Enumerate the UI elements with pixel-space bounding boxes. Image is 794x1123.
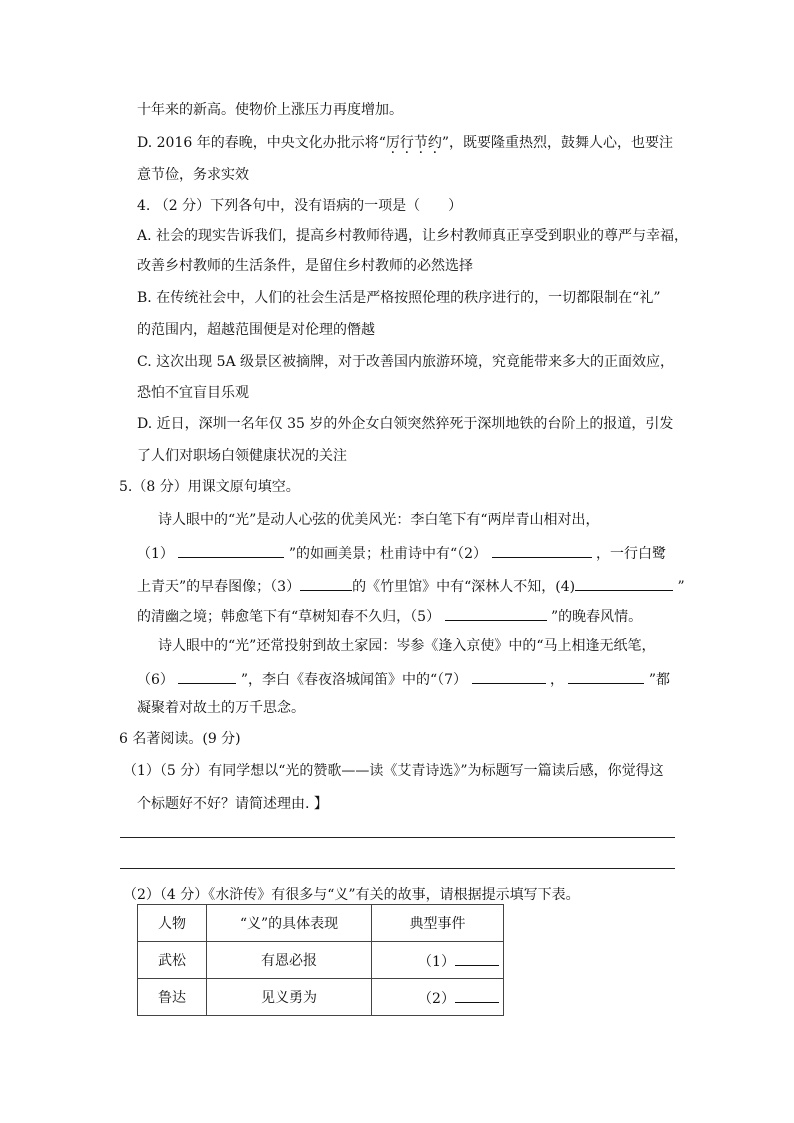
q4-option-c-line2: 恐怕不宜盲目乐观 [137,385,249,401]
table-blank-1[interactable] [455,950,499,966]
q5-p1-line3-start: 上青天”的早春图像；（3） [137,579,301,595]
q4-option-d-line2: 了人们对职场白领健康状况的关注 [137,448,347,464]
answer-line-2[interactable] [120,868,675,869]
q5-p2-line2-comma: ， [549,672,564,688]
q4-stem: 4. （2 分）下列各句中，没有语病的一项是（ ） [137,198,463,214]
q4-option-b-line2: 的范围内，超越范围便是对伦理的僭越 [137,322,375,338]
q6-sub1-line2: 个标题好不好？请简述理由. 】 [137,796,328,812]
table-row [138,979,504,1016]
q3-option-d-text-1: D. 2016 年的春晚，中央文化办批示将“ [137,135,386,151]
cell-expression: 有恩必报 [207,942,372,979]
blank-label-6: （6） [137,672,174,688]
q6-sub2-stem: （2）（4 分）《水浒传》有很多与“义”有关的故事，请根据提示填写下表。 [123,887,580,903]
shuihu-table [137,904,504,1016]
q6-sub1-line1: （1）（5 分）有同学想以“光的赞歌——读《艾青诗选》”为标题写一篇读后感，你觉得这 [123,763,664,779]
q6-stem: 6 名著阅读。(9 分) [119,731,241,747]
event-label: （2） [418,990,455,1007]
blank-4[interactable] [575,575,673,591]
q4-option-a-line1: A. 社会的现实告诉我们，提高乡村教师待遇，让乡村教师真正享受到职业的尊严与幸福， [137,228,689,244]
blank-label-1: （1） [137,546,174,562]
table-row [138,942,504,979]
q3-option-d [137,133,673,153]
q5-p1-line3-mid: 的《竹里馆》中有“深林人不知，(4) [352,579,576,595]
cell-person: 鲁达 [138,979,207,1016]
emphasis-char-1: 厉 [385,135,400,151]
q5-p1-line3-end: ” [677,579,685,595]
header-event: 典型事件 [372,905,504,942]
q5-p2-line1: 诗人眼中的“光”还常投射到故土家园：岑参《逢入京使》中的“马上相逢无纸笔， [158,638,656,654]
q4-option-a-line2: 改善乡村教师的生活条件，是留住乡村教师的必然选择 [137,258,473,274]
q4-option-c-line1: C. 这次出现 5A 级景区被摘牌，对于改善国内旅游环境，究竟能带来多大的正面效应， [137,354,675,370]
q5-p1-line4 [137,605,642,627]
blank-7b[interactable] [568,668,644,684]
q5-p2-line3: 凝聚着对故土的万千思念。 [137,700,305,716]
blank-7a[interactable] [472,668,546,684]
emphasis-char-4: 约 [427,135,442,151]
q3-option-d-line2: 意节俭，务求实效 [137,167,249,183]
q5-p1-line2-mid: ”的如画美景；杜甫诗中有“（2） [288,546,488,562]
q5-p1-line2-end: ，一行白鹭 [595,546,666,562]
q5-p1-line2 [137,542,666,564]
cell-event [372,942,504,979]
blank-6[interactable] [178,668,236,684]
q5-p1-line3 [137,575,685,597]
q4-option-d-line1: D. 近日，深圳一名年仅 35 岁的外企女白领突然猝死于深圳地铁的台阶上的报道，引发 [137,416,674,432]
q5-p2-line2 [137,668,670,690]
table-blank-2[interactable] [455,987,499,1003]
blank-5[interactable] [445,605,547,621]
event-label: （1） [418,953,455,970]
cell-expression: 见义勇为 [207,979,372,1016]
blank-2[interactable] [492,542,592,558]
cell-person: 武松 [138,942,207,979]
blank-3[interactable] [300,575,352,591]
q5-p2-line2-mid: ”，李白《春夜洛城闻笛》中的“（7） [240,672,468,688]
header-expression: “义”的具体表现 [207,905,372,942]
cell-event [372,979,504,1016]
header-person: 人物 [138,905,207,942]
q5-p1-line4-start: 的清幽之境；韩愈笔下有“草树知春不久归，（5） [137,609,441,625]
q3-continuation-text: 十年来的新高。使物价上涨压力再度增加。 [137,102,403,118]
answer-line-1[interactable] [120,837,675,838]
emphasis-char-3: 节 [413,135,428,151]
q3-option-d-text-2: ”，既要隆重热烈，鼓舞人心，也要注 [441,135,674,151]
emphasis-char-2: 行 [399,135,414,151]
q5-stem: 5.（8 分）用课文原句填空。 [119,479,300,495]
q5-p1-line4-end: ”的晚春风情。 [550,609,643,625]
table-header-row [138,905,504,942]
q5-p1-line1: 诗人眼中的“光”是动人心弦的优美风光：李白笔下有“两岸青山相对出， [158,512,600,528]
blank-1[interactable] [178,542,284,558]
q5-p2-line2-end: ”都 [648,672,671,688]
q4-option-b-line1: B. 在传统社会中，人们的社会生活是严格按照伦理的秩序进行的，一切都限制在“礼” [137,290,661,306]
